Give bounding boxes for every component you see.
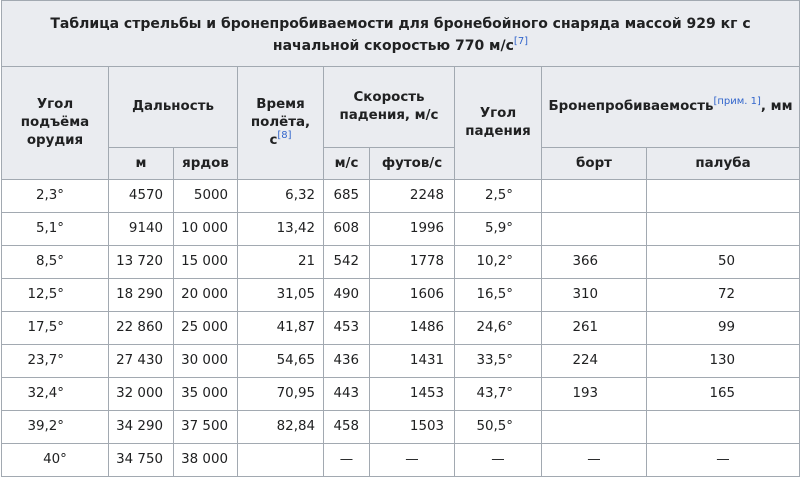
cell-range-yards: 10 000 — [174, 213, 238, 246]
cell-impact-angle: 16,5° — [455, 279, 542, 312]
table-row — [2, 444, 800, 477]
header-impact-angle: Угол падения — [455, 67, 542, 180]
header-range: Дальность — [109, 67, 238, 148]
cell-elevation: 39,2° — [2, 411, 109, 444]
cell-range-yards: 35 000 — [174, 378, 238, 411]
cell-flight-time: 54,65 — [238, 345, 324, 378]
cell-elevation: 17,5° — [2, 312, 109, 345]
cell-belt — [542, 411, 647, 444]
caption-text: Таблица стрельбы и бронепробиваемости для бронебойного снаряда массой 929 кг с начальной скоростью 770 м/с — [50, 15, 751, 54]
subheader-m: м — [109, 148, 174, 180]
cell-velocity-fps: 1431 — [370, 345, 455, 378]
cell-velocity-fps: 1453 — [370, 378, 455, 411]
table-row — [2, 312, 800, 345]
cell-elevation: 23,7° — [2, 345, 109, 378]
cell-range-m: 34 290 — [109, 411, 174, 444]
cell-impact-angle: 2,5° — [455, 180, 542, 213]
header-flight-time — [238, 67, 324, 180]
subheader-deck: палуба — [647, 148, 800, 180]
cell-belt: 193 — [542, 378, 647, 411]
table-row — [2, 246, 800, 279]
cell-range-m: 18 290 — [109, 279, 174, 312]
header-elevation: Угол подъёма орудия — [2, 67, 109, 180]
table-row — [2, 345, 800, 378]
subheader-fps: футов/с — [370, 148, 455, 180]
cell-elevation: 12,5° — [2, 279, 109, 312]
cell-flight-time: 70,95 — [238, 378, 324, 411]
cell-impact-angle: 5,9° — [455, 213, 542, 246]
cell-velocity-ms: 685 — [324, 180, 370, 213]
cell-velocity-fps: 1503 — [370, 411, 455, 444]
cell-velocity-fps: 1778 — [370, 246, 455, 279]
cell-range-yards: 25 000 — [174, 312, 238, 345]
cell-flight-time: 41,87 — [238, 312, 324, 345]
cell-velocity-ms: 453 — [324, 312, 370, 345]
cell-velocity-fps: 1996 — [370, 213, 455, 246]
cell-flight-time — [238, 444, 324, 477]
header-flight-time-label: Время полёта, с — [250, 97, 311, 148]
table-row — [2, 213, 800, 246]
cell-flight-time: 6,32 — [238, 180, 324, 213]
cell-belt: — — [542, 444, 647, 477]
cell-range-m: 32 000 — [109, 378, 174, 411]
cell-range-m: 27 430 — [109, 345, 174, 378]
cell-elevation: 5,1° — [2, 213, 109, 246]
cell-velocity-fps: — — [370, 444, 455, 477]
cell-range-m: 9140 — [109, 213, 174, 246]
cell-range-m: 22 860 — [109, 312, 174, 345]
header-impact-velocity: Скорость падения, м/с — [324, 67, 455, 148]
cell-velocity-fps: 1606 — [370, 279, 455, 312]
subheader-belt: борт — [542, 148, 647, 180]
cell-velocity-fps: 2248 — [370, 180, 455, 213]
cell-impact-angle: 24,6° — [455, 312, 542, 345]
cell-deck: 50 — [647, 246, 800, 279]
cell-deck: 99 — [647, 312, 800, 345]
cell-velocity-ms: 436 — [324, 345, 370, 378]
cell-range-yards: 15 000 — [174, 246, 238, 279]
cell-belt: 261 — [542, 312, 647, 345]
cell-range-m: 13 720 — [109, 246, 174, 279]
cell-deck — [647, 213, 800, 246]
firing-table — [1, 0, 800, 477]
cell-belt: 224 — [542, 345, 647, 378]
table-row — [2, 279, 800, 312]
table-row — [2, 378, 800, 411]
cell-elevation: 32,4° — [2, 378, 109, 411]
cell-flight-time: 31,05 — [238, 279, 324, 312]
header-penetration — [542, 67, 800, 148]
cell-velocity-ms: 542 — [324, 246, 370, 279]
table-row — [2, 411, 800, 444]
cell-range-m: 4570 — [109, 180, 174, 213]
cell-flight-time: 82,84 — [238, 411, 324, 444]
cell-elevation: 8,5° — [2, 246, 109, 279]
cell-belt — [542, 213, 647, 246]
cell-belt: 310 — [542, 279, 647, 312]
cell-range-yards: 30 000 — [174, 345, 238, 378]
cell-flight-time: 13,42 — [238, 213, 324, 246]
table-body — [2, 180, 800, 477]
cell-elevation: 2,3° — [2, 180, 109, 213]
cell-belt — [542, 180, 647, 213]
cell-flight-time: 21 — [238, 246, 324, 279]
cell-velocity-ms: — — [324, 444, 370, 477]
cell-deck: 72 — [647, 279, 800, 312]
table-row — [2, 180, 800, 213]
cell-velocity-ms: 608 — [324, 213, 370, 246]
cell-impact-angle: 50,5° — [455, 411, 542, 444]
cell-elevation: 40° — [2, 444, 109, 477]
cell-impact-angle: 10,2° — [455, 246, 542, 279]
cell-impact-angle: — — [455, 444, 542, 477]
cell-deck — [647, 180, 800, 213]
cell-belt: 366 — [542, 246, 647, 279]
cell-impact-angle: 43,7° — [455, 378, 542, 411]
cell-range-m: 34 750 — [109, 444, 174, 477]
cell-velocity-ms: 458 — [324, 411, 370, 444]
table-caption — [2, 1, 800, 67]
subheader-ms: м/с — [324, 148, 370, 180]
cell-velocity-fps: 1486 — [370, 312, 455, 345]
cell-deck: — — [647, 444, 800, 477]
penetration-ref-link[interactable]: [прим. 1] — [713, 96, 761, 107]
cell-impact-angle: 33,5° — [455, 345, 542, 378]
cell-velocity-ms: 443 — [324, 378, 370, 411]
flight-time-ref-link[interactable]: [8] — [277, 130, 292, 141]
cell-deck — [647, 411, 800, 444]
cell-range-yards: 5000 — [174, 180, 238, 213]
caption-ref-link[interactable]: [7] — [513, 35, 529, 47]
cell-range-yards: 20 000 — [174, 279, 238, 312]
cell-range-yards: 37 500 — [174, 411, 238, 444]
cell-deck: 130 — [647, 345, 800, 378]
cell-deck: 165 — [647, 378, 800, 411]
header-penetration-label: Бронепробиваемость — [548, 99, 714, 114]
header-penetration-unit: , мм — [760, 99, 793, 114]
cell-range-yards: 38 000 — [174, 444, 238, 477]
subheader-yards: ярдов — [174, 148, 238, 180]
cell-velocity-ms: 490 — [324, 279, 370, 312]
